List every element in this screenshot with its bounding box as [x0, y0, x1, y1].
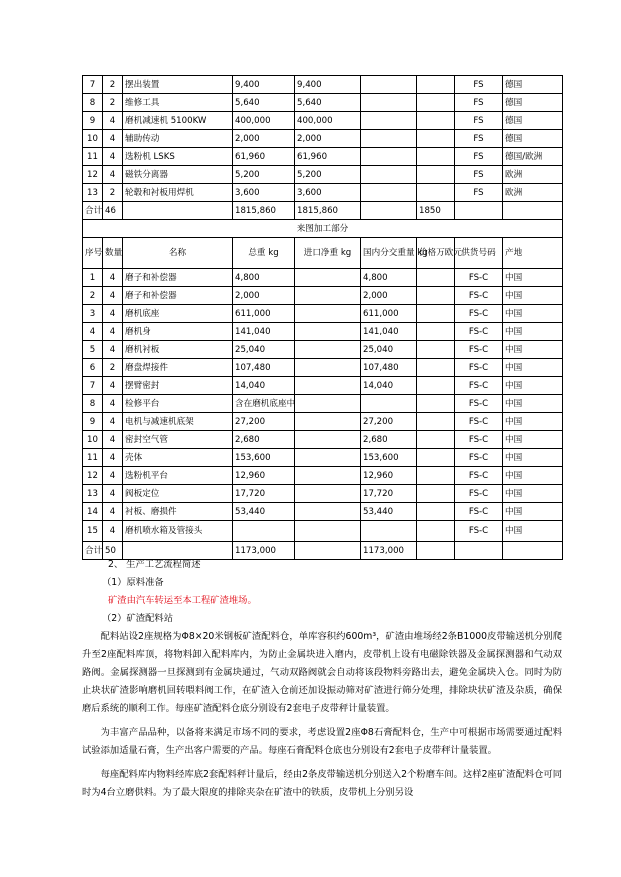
cell-price: [417, 359, 455, 377]
header-domestic-weight: 国内分交重量 kg: [361, 238, 417, 269]
import-total-section: [83, 202, 563, 269]
cell-net-import-weight: [295, 485, 361, 503]
cell-price: [417, 449, 455, 467]
cell-domestic-weight: [361, 184, 417, 202]
cell-no: 12: [83, 166, 103, 184]
cell-no: 8: [83, 94, 103, 112]
cell-total-weight: 2,000: [233, 130, 295, 148]
cell-total-weight: 400,000: [233, 112, 295, 130]
cell-code: FS-C: [455, 377, 503, 395]
cell-name: 磁铁分离器: [123, 166, 233, 184]
cell-code: FS-C: [455, 323, 503, 341]
cell-origin: 中国: [503, 431, 563, 449]
cell-domestic-weight: [361, 148, 417, 166]
subheading-slag-batching: （2）矿渣配料站: [102, 613, 173, 624]
cell-no: 12: [83, 467, 103, 485]
cell-no: 10: [83, 130, 103, 148]
cell-qty: 4: [103, 323, 123, 341]
cell-qty: 4: [103, 112, 123, 130]
cell-qty: 4: [103, 431, 123, 449]
cell-net-import-weight: [295, 395, 361, 413]
cell-code: FS-C: [455, 467, 503, 485]
cell-price: [417, 269, 455, 287]
table-row: [83, 323, 563, 341]
cell-price: [417, 431, 455, 449]
cell-qty: 4: [103, 166, 123, 184]
cell-net-import-weight: [295, 449, 361, 467]
table-row: [83, 377, 563, 395]
cell-code: FS-C: [455, 341, 503, 359]
table-row: [83, 449, 563, 467]
cell-qty: 4: [103, 305, 123, 323]
cell-name: 辅助传动: [123, 130, 233, 148]
header-code: 供货号码: [455, 238, 503, 269]
cell-no: 9: [83, 112, 103, 130]
cell-code: FS-C: [455, 503, 503, 521]
cell-origin: 德国/欧洲: [503, 148, 563, 166]
header-price: 价格万欧元: [417, 238, 455, 269]
cell-total-weight: 53,440: [233, 503, 295, 521]
cell-domestic-weight: 27,200: [361, 413, 417, 431]
cell-no: 5: [83, 341, 103, 359]
cell-domestic-weight: 4,800: [361, 269, 417, 287]
cell-domestic-weight: 17,720: [361, 485, 417, 503]
section-title: 来图加工部分: [83, 220, 563, 238]
cell-qty: 4: [103, 467, 123, 485]
cell-total-weight: 14,040: [233, 377, 295, 395]
table-row: [83, 148, 563, 166]
cell-origin: 中国: [503, 287, 563, 305]
cell-price: [417, 305, 455, 323]
cell-qty: 4: [103, 413, 123, 431]
cell-price: [417, 76, 455, 94]
section-title-row: [83, 220, 563, 238]
cell-price: [417, 341, 455, 359]
cell-total-weight: 27,200: [233, 413, 295, 431]
cell-no: 7: [83, 377, 103, 395]
cell-price: [417, 166, 455, 184]
table-row: [83, 166, 563, 184]
cell-name: 电机与减速机底架: [123, 413, 233, 431]
cell-domestic-weight: 53,440: [361, 503, 417, 521]
cell-code: FS: [455, 94, 503, 112]
cell-code: FS: [455, 76, 503, 94]
total-domestic-weight: [361, 202, 417, 220]
cell-name: 选粉机 LSKS: [123, 148, 233, 166]
cell-code: FS-C: [455, 269, 503, 287]
header-net-import-weight: 进口净重 kg: [295, 238, 361, 269]
body-text: [82, 556, 562, 802]
cell-net-import-weight: 3,600: [295, 184, 361, 202]
cell-origin: 德国: [503, 112, 563, 130]
cell-origin: 中国: [503, 377, 563, 395]
cell-no: 10: [83, 431, 103, 449]
cell-price: [417, 148, 455, 166]
cell-total-weight: 12,960: [233, 467, 295, 485]
cell-code: FS-C: [455, 359, 503, 377]
cell-net-import-weight: [295, 341, 361, 359]
table-row: [83, 395, 563, 413]
cell-net-import-weight: [295, 287, 361, 305]
cell-net-import-weight: [295, 431, 361, 449]
domestic-rows: [83, 269, 563, 542]
cell-total-weight: 25,040: [233, 341, 295, 359]
cell-price: [417, 521, 455, 542]
cell-no: 9: [83, 413, 103, 431]
cell-name: 衬板、磨损件: [123, 503, 233, 521]
cell-price: [417, 130, 455, 148]
table-row: [83, 269, 563, 287]
cell-net-import-weight: [295, 503, 361, 521]
cell-qty: 2: [103, 94, 123, 112]
cell-name: 磨机喷水箱及管接头: [123, 521, 233, 542]
cell-code: FS-C: [455, 485, 503, 503]
cell-no: 11: [83, 449, 103, 467]
total-code: [455, 202, 503, 220]
cell-price: [417, 323, 455, 341]
cell-domestic-weight: [361, 395, 417, 413]
header-name: 名称: [123, 238, 233, 269]
header-origin: 产地: [503, 238, 563, 269]
cell-net-import-weight: 5,200: [295, 166, 361, 184]
cell-price: [417, 112, 455, 130]
cell-total-weight: 153,600: [233, 449, 295, 467]
cell-code: FS-C: [455, 431, 503, 449]
total-qty: 46: [103, 202, 123, 220]
cell-net-import-weight: [295, 377, 361, 395]
cell-price: [417, 287, 455, 305]
cell-total-weight: 含在磨机底座中: [233, 395, 295, 413]
cell-name: 检修平台: [123, 395, 233, 413]
cell-net-import-weight: 2,000: [295, 130, 361, 148]
cell-origin: 欧洲: [503, 184, 563, 202]
total-label: 合计: [83, 202, 103, 220]
cell-origin: 中国: [503, 395, 563, 413]
cell-domestic-weight: 2,000: [361, 287, 417, 305]
cell-total-weight: 611,000: [233, 305, 295, 323]
cell-total-weight: 141,040: [233, 323, 295, 341]
paragraph-2: 为丰富产品品种，以备将来满足市场不同的要求，考虑设置2座Φ8石膏配料仓，生产中可根据市场需要通过配料试验添加适量石膏，生产出客户需要的产品。每座石膏配料仓底也分别设有2套电子皮带秤计量装置。: [82, 727, 562, 756]
cell-name: 维修工具: [123, 94, 233, 112]
cell-qty: 2: [103, 359, 123, 377]
cell-name: 磨机减速机 5100KW: [123, 112, 233, 130]
header-total-weight: 总重 kg: [233, 238, 295, 269]
cell-domestic-weight: 14,040: [361, 377, 417, 395]
cell-no: 3: [83, 305, 103, 323]
cell-net-import-weight: [295, 359, 361, 377]
cell-qty: 4: [103, 503, 123, 521]
equipment-table: [82, 75, 563, 560]
cell-total-weight: 4,800: [233, 269, 295, 287]
cell-code: FS-C: [455, 287, 503, 305]
cell-domestic-weight: 25,040: [361, 341, 417, 359]
cell-name: 磨子和补偿器: [123, 269, 233, 287]
cell-no: 14: [83, 503, 103, 521]
cell-no: 4: [83, 323, 103, 341]
table-row: [83, 485, 563, 503]
cell-no: 11: [83, 148, 103, 166]
cell-no: 13: [83, 184, 103, 202]
cell-qty: 4: [103, 521, 123, 542]
cell-domestic-weight: 2,680: [361, 431, 417, 449]
cell-no: 1: [83, 269, 103, 287]
total-price: 1850: [417, 202, 455, 220]
cell-domestic-weight: [361, 166, 417, 184]
cell-net-import-weight: [295, 467, 361, 485]
cell-code: FS-C: [455, 521, 503, 542]
table-row: [83, 76, 563, 94]
table-row: [83, 431, 563, 449]
cell-code: FS: [455, 148, 503, 166]
cell-no: 7: [83, 76, 103, 94]
header-qty: 数量: [103, 238, 123, 269]
cell-domestic-weight: [361, 521, 417, 542]
cell-total-weight: 3,600: [233, 184, 295, 202]
cell-origin: 德国: [503, 94, 563, 112]
cell-no: 8: [83, 395, 103, 413]
cell-no: 2: [83, 287, 103, 305]
table-row: [83, 467, 563, 485]
cell-code: FS-C: [455, 449, 503, 467]
cell-qty: 4: [103, 449, 123, 467]
cell-origin: 中国: [503, 449, 563, 467]
cell-qty: 4: [103, 287, 123, 305]
cell-origin: 中国: [503, 485, 563, 503]
table-row: [83, 341, 563, 359]
table-row: [83, 130, 563, 148]
cell-qty: 4: [103, 130, 123, 148]
cell-code: FS: [455, 184, 503, 202]
subheading-raw-material: （1）原料准备: [102, 577, 164, 588]
cell-total-weight: [233, 521, 295, 542]
cell-domestic-weight: 153,600: [361, 449, 417, 467]
cell-no: 15: [83, 521, 103, 542]
cell-origin: 中国: [503, 359, 563, 377]
cell-qty: 2: [103, 76, 123, 94]
cell-price: [417, 94, 455, 112]
cell-origin: 中国: [503, 467, 563, 485]
cell-net-import-weight: 5,640: [295, 94, 361, 112]
cell-net-import-weight: [295, 323, 361, 341]
cell-code: FS-C: [455, 305, 503, 323]
cell-domestic-weight: [361, 76, 417, 94]
cell-qty: 2: [103, 184, 123, 202]
cell-qty: 4: [103, 395, 123, 413]
cell-price: [417, 377, 455, 395]
cell-domestic-weight: 141,040: [361, 323, 417, 341]
paragraph-1: 配料站设2座规格为Φ8×20米钢板矿渣配料仓，单库容积约600m³，矿渣由堆场经2条B1000皮带输送机分别爬升至2座配料库顶，将物料卸入配料库内，为防止金属块进入磨内，皮带机上设有电磁除铁器及金属探测器和气动双路阀。金属探测器一旦探测到有金属块通过，气动双路阀就会自动将该段物料旁路出去，避免金属块入仓。同时为防止块状矿渣影响磨机回转喂料阀工作，在矿渣入仓前还加设振动筛对矿渣进行筛分处理，排除块状矿渣及杂质，确保磨后系统的顺利工作。每座矿渣配料仓底分别设有2套电子皮带秤计量装置。: [82, 631, 562, 714]
table-row: [83, 359, 563, 377]
cell-qty: 4: [103, 148, 123, 166]
cell-total-weight: 61,960: [233, 148, 295, 166]
cell-name: 选粉机平台: [123, 467, 233, 485]
header-no: 序号: [83, 238, 103, 269]
cell-price: [417, 485, 455, 503]
cell-code: FS: [455, 112, 503, 130]
cell-total-weight: 2,000: [233, 287, 295, 305]
table-row: [83, 413, 563, 431]
cell-net-import-weight: [295, 269, 361, 287]
total-net-weight: 1815,860: [295, 202, 361, 220]
cell-origin: 中国: [503, 521, 563, 542]
cell-price: [417, 413, 455, 431]
cell-net-import-weight: 9,400: [295, 76, 361, 94]
cell-origin: 中国: [503, 305, 563, 323]
cell-origin: 德国: [503, 76, 563, 94]
cell-total-weight: 5,200: [233, 166, 295, 184]
cell-qty: 4: [103, 377, 123, 395]
cell-domestic-weight: [361, 130, 417, 148]
red-note: 矿渣由汽车转运至本工程矿渣堆场。: [108, 595, 257, 606]
header-row: [83, 238, 563, 269]
domestic-total-domestic-weight: 1173,000: [361, 542, 417, 560]
cell-name: 磨机身: [123, 323, 233, 341]
cell-qty: 4: [103, 269, 123, 287]
cell-net-import-weight: [295, 305, 361, 323]
cell-origin: 德国: [503, 130, 563, 148]
cell-total-weight: 9,400: [233, 76, 295, 94]
cell-price: [417, 503, 455, 521]
cell-qty: 4: [103, 341, 123, 359]
cell-domestic-weight: 611,000: [361, 305, 417, 323]
cell-name: 轮毂和衬板用焊机: [123, 184, 233, 202]
total-origin: [503, 202, 563, 220]
cell-qty: 4: [103, 485, 123, 503]
cell-domestic-weight: 12,960: [361, 467, 417, 485]
cell-name: 壳体: [123, 449, 233, 467]
cell-name: 磨机衬板: [123, 341, 233, 359]
cell-code: FS-C: [455, 395, 503, 413]
domestic-total-qty: 50: [103, 542, 123, 560]
import-rows: [83, 76, 563, 202]
cell-origin: 中国: [503, 341, 563, 359]
table-row: [83, 94, 563, 112]
cell-total-weight: 17,720: [233, 485, 295, 503]
cell-net-import-weight: [295, 521, 361, 542]
cell-name: 摆臂密封: [123, 377, 233, 395]
cell-no: 6: [83, 359, 103, 377]
cell-total-weight: 107,480: [233, 359, 295, 377]
table-row: [83, 112, 563, 130]
cell-origin: 欧洲: [503, 166, 563, 184]
paragraph-3: 每座配料库内物料经库底2套配料秤计量后，经由2条皮带输送机分别送入2个粉磨车间。这样2座矿渣配料仓可同时为4台立磨供料。为了最大限度的排除夹杂在矿渣中的铁质，皮带机上分别另设: [82, 769, 562, 798]
cell-total-weight: 2,680: [233, 431, 295, 449]
cell-code: FS: [455, 130, 503, 148]
cell-price: [417, 184, 455, 202]
cell-price: [417, 467, 455, 485]
section-heading: 2、 生产工艺流程简述: [108, 559, 201, 570]
cell-origin: 中国: [503, 503, 563, 521]
cell-origin: 中国: [503, 269, 563, 287]
cell-name: 摆出装置: [123, 76, 233, 94]
table-row: [83, 521, 563, 542]
cell-name: 磨盘焊接件: [123, 359, 233, 377]
cell-net-import-weight: 61,960: [295, 148, 361, 166]
total-total-weight: 1815,860: [233, 202, 295, 220]
cell-total-weight: 5,640: [233, 94, 295, 112]
cell-domestic-weight: 107,480: [361, 359, 417, 377]
cell-origin: 中国: [503, 323, 563, 341]
cell-code: FS: [455, 166, 503, 184]
cell-net-import-weight: 400,000: [295, 112, 361, 130]
table-row: [83, 184, 563, 202]
domestic-total-weight: 1173,000: [233, 542, 295, 560]
cell-code: FS-C: [455, 413, 503, 431]
import-total-row: [83, 202, 563, 220]
cell-name: 阀板定位: [123, 485, 233, 503]
cell-name: 密封空气管: [123, 431, 233, 449]
cell-origin: 中国: [503, 413, 563, 431]
cell-domestic-weight: [361, 94, 417, 112]
table-row: [83, 287, 563, 305]
cell-net-import-weight: [295, 413, 361, 431]
cell-name: 磨机底座: [123, 305, 233, 323]
cell-name: 磨子和补偿器: [123, 287, 233, 305]
table-row: [83, 503, 563, 521]
domestic-total-label: 合计: [83, 542, 103, 560]
cell-domestic-weight: [361, 112, 417, 130]
cell-no: 13: [83, 485, 103, 503]
total-name: [123, 202, 233, 220]
cell-price: [417, 395, 455, 413]
table-row: [83, 305, 563, 323]
